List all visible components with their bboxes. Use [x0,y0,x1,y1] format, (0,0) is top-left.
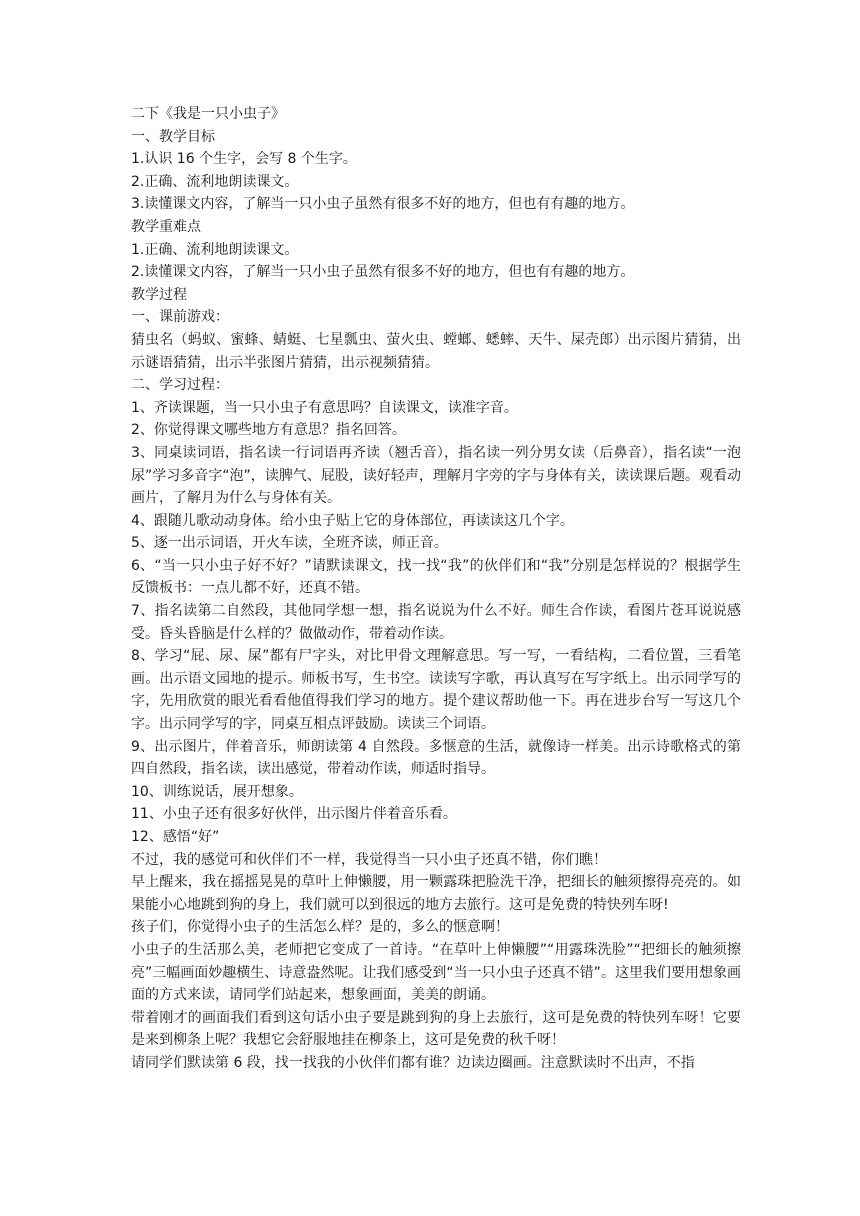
step-item: 12、感悟“好” [131,829,220,845]
goal-item: 3.读懂课文内容，了解当一只小虫子虽然有很多不好的地方，但也有有趣的地方。 [131,196,635,213]
key-points-heading: 教学重难点 [131,218,201,235]
step-item: 6、“当一只小虫子好不好？”请默读课文，找一找“我”的伙伴们和“我”分别是怎样说的？根据学生反馈板书：一点儿都不好，还真不错。 [131,557,741,597]
closing-paragraph: 不过，我的感觉可和伙伴们不一样，我觉得当一只小虫子还真不错，你们瞧！ [131,851,607,868]
key-point-item: 1.正确、流利地朗读课文。 [131,241,299,258]
step-item: 9、出示图片，伴着音乐，师朗读第 4 自然段。多惬意的生活，就像诗一样美。出示诗歌格式的第四自然段，指名读，读出感觉，带着动作读，师适时指导。 [131,738,741,778]
step-item: 10、训练说话，展开想象。 [131,783,303,800]
document-page [131,103,741,1075]
process-heading: 教学过程 [131,286,187,303]
step-item: 2、你觉得课文哪些地方有意思？指名回答。 [131,422,406,439]
goal-item: 1.认识 16 个生字，会写 8 个生字。 [131,151,357,168]
step-item: 3、同桌读词语，指名读一行词语再齐读（翘舌音），指名读一列分男女读（后鼻音），指名读“一泡尿”学习多音字“泡”，读脾气、屁股，读好轻声，理解月字旁的字与身体有关，读读课后题。观看动画片，了解月为什么与身体有关。 [131,444,741,507]
closing-paragraph: 请同学们默读第 6 段，找一找我的小伙伴们都有谁？边读边圈画。注意默读时不出声，不指 [131,1054,695,1071]
step-item: 7、指名读第二自然段，其他同学想一想，指名说说为什么不好。师生合作读，看图片苍耳说说感受。昏头昏脑是什么样的？做做动作，带着动作读。 [131,603,741,642]
closing-paragraph: 孩子们，你觉得小虫子的生活怎么样？是的，多么的惬意啊！ [131,919,509,936]
game-heading: 一、课前游戏： [131,309,229,326]
document-title: 二下《我是一只小虫子》 [131,106,285,122]
goal-item: 2.正确、流利地朗读课文。 [131,173,299,190]
goals-heading: 一、教学目标 [131,128,215,145]
closing-paragraph: 早上醒来，我在摇摇晃晃的草叶上伸懒腰，用一颗露珠把脸洗干净，把细长的触须擦得亮亮的。如果能小心地跳到狗的身上，我们就可以到很远的地方去旅行。这可是免费的特快列车呀! [131,874,741,913]
step-item: 1、齐读课题，当一只小虫子有意思吗？自读课文，读准字音。 [131,399,518,416]
step-item: 8、学习“屁、尿、屎”都有尸字头，对比甲骨文理解意思。写一写，一看结构，二看位置，三看笔画。出示语文园地的提示。师板书写，生书空。读读写字歌，再认真写在写字纸上。出示同学写的字，先用欣赏的眼光看看他值得我们学习的地方。提个建议帮助他一下。再在进步台写一写这几个字。出示同学写的字，同桌互相点评鼓励。读读三个词语。 [131,648,741,733]
key-point-item: 2.读懂课文内容，了解当一只小虫子虽然有很多不好的地方，但也有有趣的地方。 [131,264,635,281]
game-paragraph: 猜虫名（蚂蚁、蜜蜂、蜻蜓、七星瓢虫、萤火虫、螳螂、蟋蟀、天牛、屎壳郎）出示图片猜猜，出示谜语猜猜，出示半张图片猜猜，出示视频猜猜。 [131,331,741,371]
learning-heading: 二、学习过程： [131,377,229,394]
step-item: 4、跟随儿歌动动身体。给小虫子贴上它的身体部位，再读读这几个字。 [131,512,574,529]
closing-paragraph: 小虫子的生活那么美，老师把它变成了一首诗。“在草叶上伸懒腰”“用露珠洗脸”“把细长的触须擦亮”三幅画面妙趣横生、诗意盎然呢。让我们感受到“当一只小虫子还真不错”。这里我们要用想象画面的方式来读，请同学们站起来，想象画面，美美的朗诵。 [131,941,741,1004]
step-item: 11、小虫子还有很多好伙伴，出示图片伴着音乐看。 [131,806,457,823]
closing-paragraph: 带着刚才的画面我们看到这句话小虫子要是跳到狗的身上去旅行，这可是免费的特快列车呀！它要是来到柳条上呢？我想它会舒服地挂在柳条上，这可是免费的秋千呀！ [131,1009,741,1049]
step-item: 5、逐一出示词语，开火车读，全班齐读，师正音。 [131,535,448,552]
